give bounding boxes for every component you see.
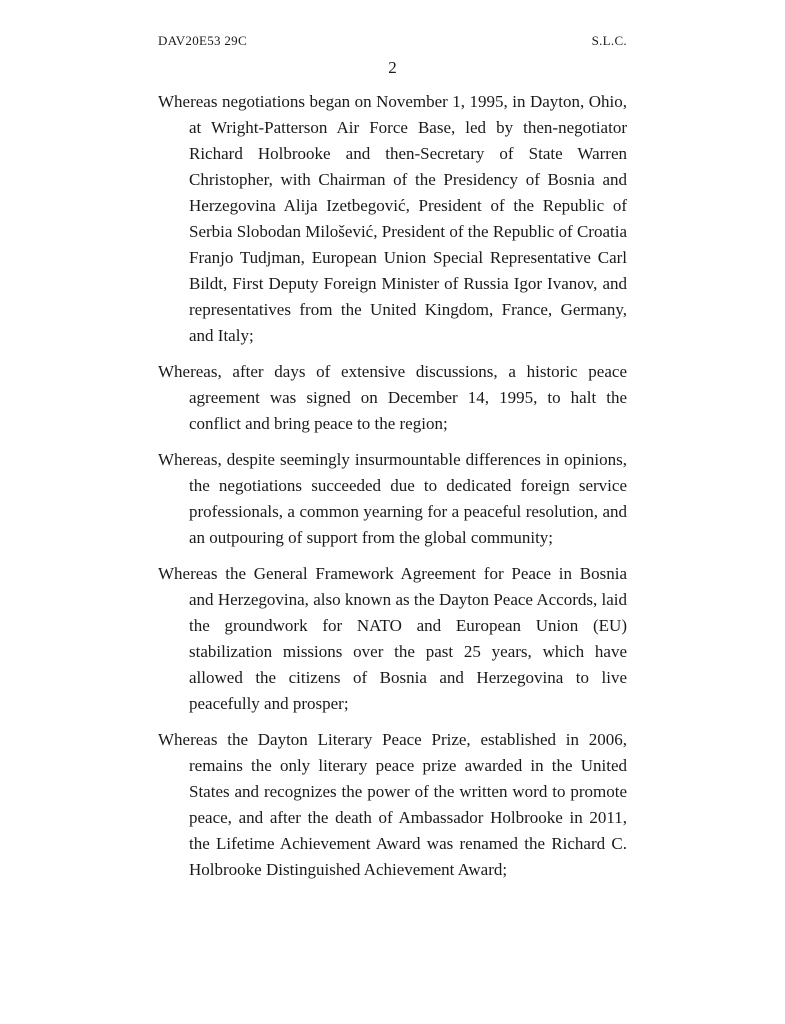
page-number: 2	[388, 58, 397, 77]
whereas-clause: Whereas negotiations began on November 1, 1995, in Dayton, Ohio, at Wright-Patterson Air Force Base, led by then-negotiator Richard Holbrooke and then-Secretary of State Warren Christopher, with Chairman of the Presidency of Bosnia and Herzegovina Alija Izetbegović, President of the Republic of Serbia Slobodan Milošević, President of the Republic of Croatia Franjo Tudjman, European Union Special Representative Carl Bildt, First Deputy Foreign Minister of Russia Igor Ivanov, and representatives from the United Kingdom, France, Germany, and Italy;	[158, 92, 627, 345]
whereas-clause: Whereas the General Framework Agreement for Peace in Bosnia and Herzegovina, also known as the Dayton Peace Accords, laid the groundwork for NATO and European Union (EU) stabilization missions over the past 25 years, which have allowed the citizens of Bosnia and Herzegovina to live peacefully and prosper;	[158, 564, 627, 713]
office-code: S.L.C.	[591, 33, 627, 48]
whereas-clause: Whereas the Dayton Literary Peace Prize, established in 2006, remains the only literary peace prize awarded in the United States and recognizes the power of the written word to promote peace, and after the death of Ambassador Holbrooke in 2011, the Lifetime Achievement Award was renamed the Richard C. Holbrooke Distinguished Achievement Award;	[158, 730, 627, 879]
whereas-clause: Whereas, after days of extensive discussions, a historic peace agreement was signed on December 14, 1995, to halt the conflict and bring peace to the region;	[158, 362, 627, 433]
resolution-body	[158, 89, 627, 893]
document-id: DAV20E53 29C	[158, 33, 247, 48]
whereas-clause: Whereas, despite seemingly insurmountable differences in opinions, the negotiations succeeded due to dedicated foreign service professionals, a common yearning for a peaceful resolution, and an outpouring of support from the global community;	[158, 450, 627, 547]
